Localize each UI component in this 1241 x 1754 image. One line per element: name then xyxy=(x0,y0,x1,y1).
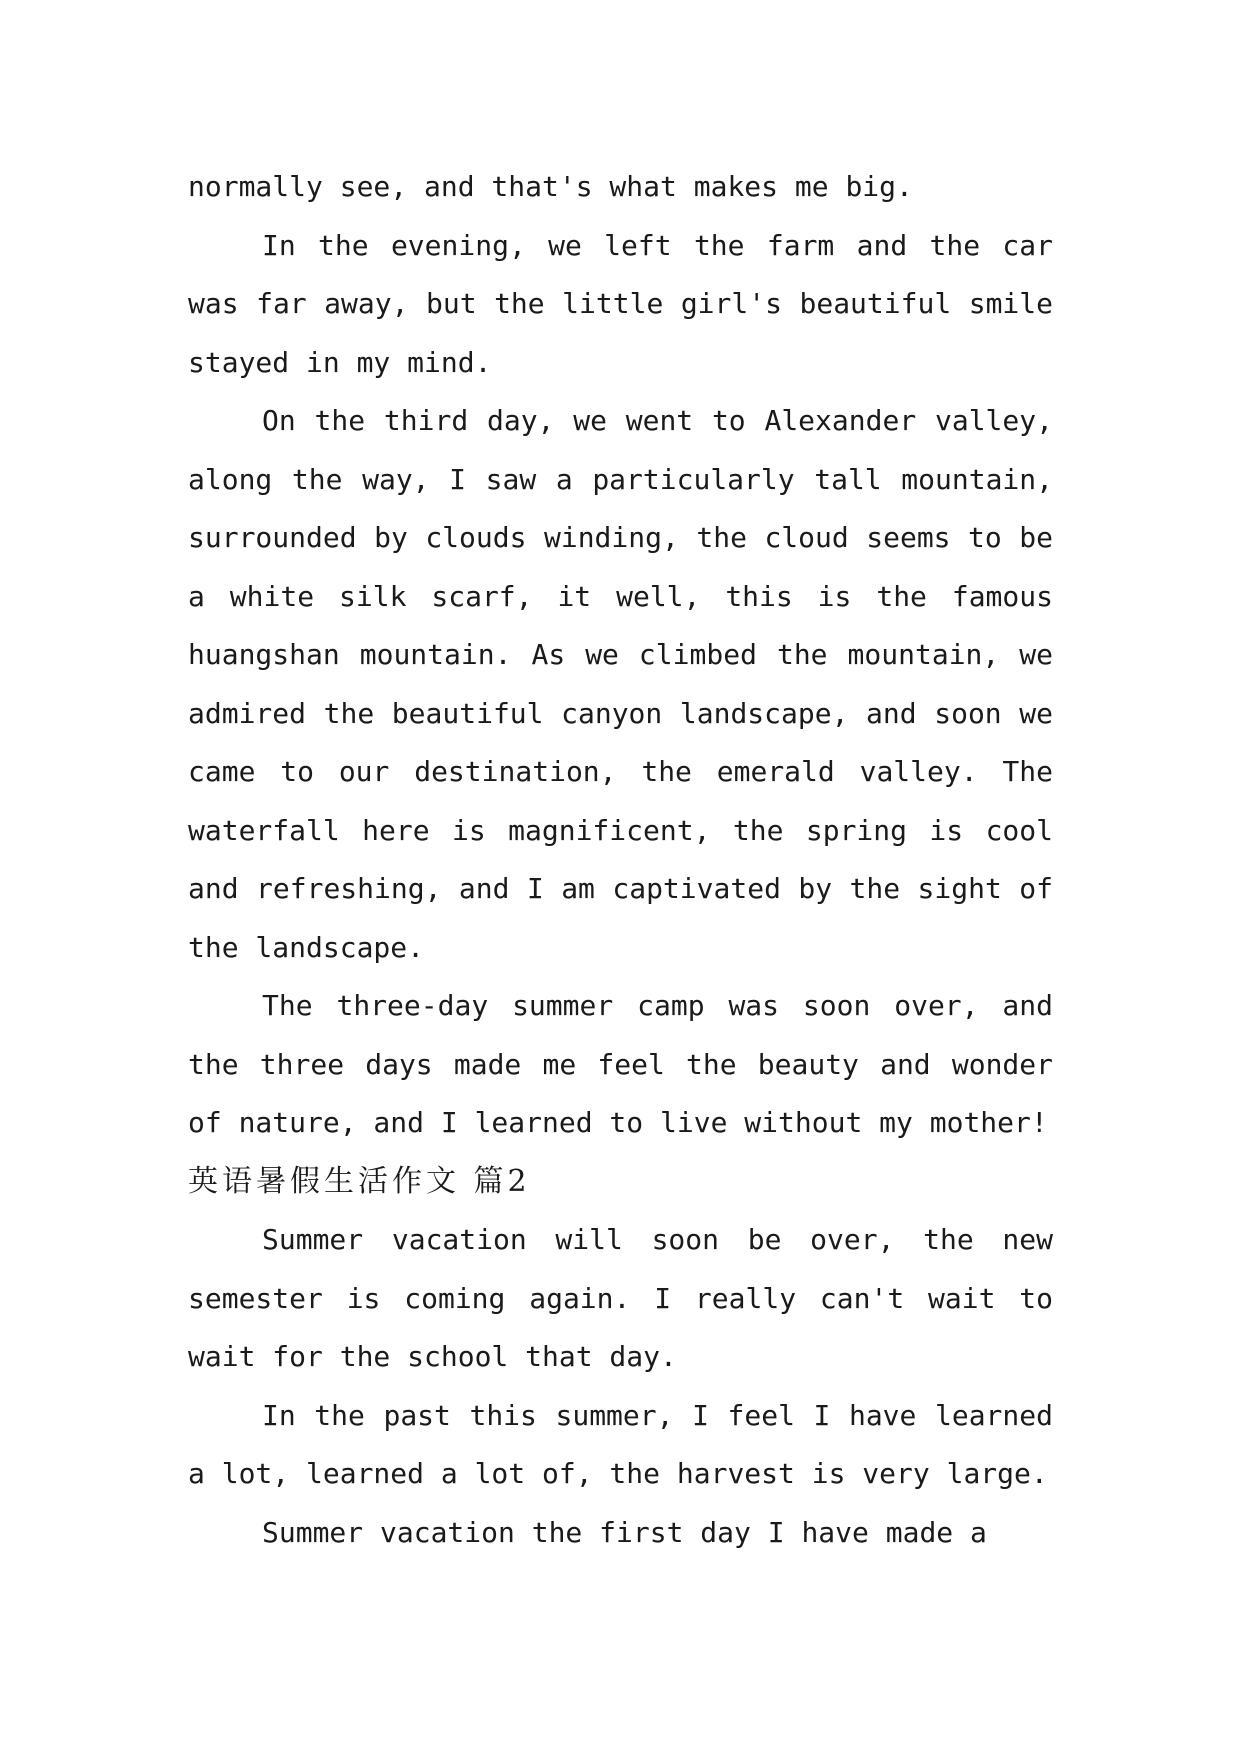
paragraph-continuation: normally see, and that's what makes me big. xyxy=(188,170,913,203)
paragraph-evening: In the evening, we left the farm and the car was far away, but the little girl's beautiful smile stayed in my mind. xyxy=(188,228,1053,379)
paragraph-third-day: On the third day, we went to Alexander valley, along the way, I saw a particularly tall mountain, surrounded by clouds winding, the cloud seems to be a white silk scarf, it well, this is the famous huangshan mountain. As we climbed the mountain, we admired the beautiful canyon landscape, and soon we came to our destination, the emerald valley. The waterfall here is magnificent, the spring is cool and refreshing, and I am captivated by the sight of the landscape. xyxy=(188,404,1053,964)
paragraph-first-day: Summer vacation the first day I have made a xyxy=(262,1515,987,1549)
essay-heading: 英语暑假生活作文 篇2 xyxy=(188,1163,531,1199)
paragraph-vacation-over: Summer vacation will soon be over, the new semester is coming again. I really can't wait to wait for the school that day. xyxy=(188,1223,1053,1373)
document-body xyxy=(188,158,1053,1562)
paragraph-camp-over: The three-day summer camp was soon over, and the three days made me feel the beauty and wonder of nature, and I learned to live without my mother! xyxy=(188,989,1053,1139)
paragraph-past-summer: In the past this summer, I feel I have learned a lot, learned a lot of, the harvest is very large. xyxy=(188,1398,1053,1490)
